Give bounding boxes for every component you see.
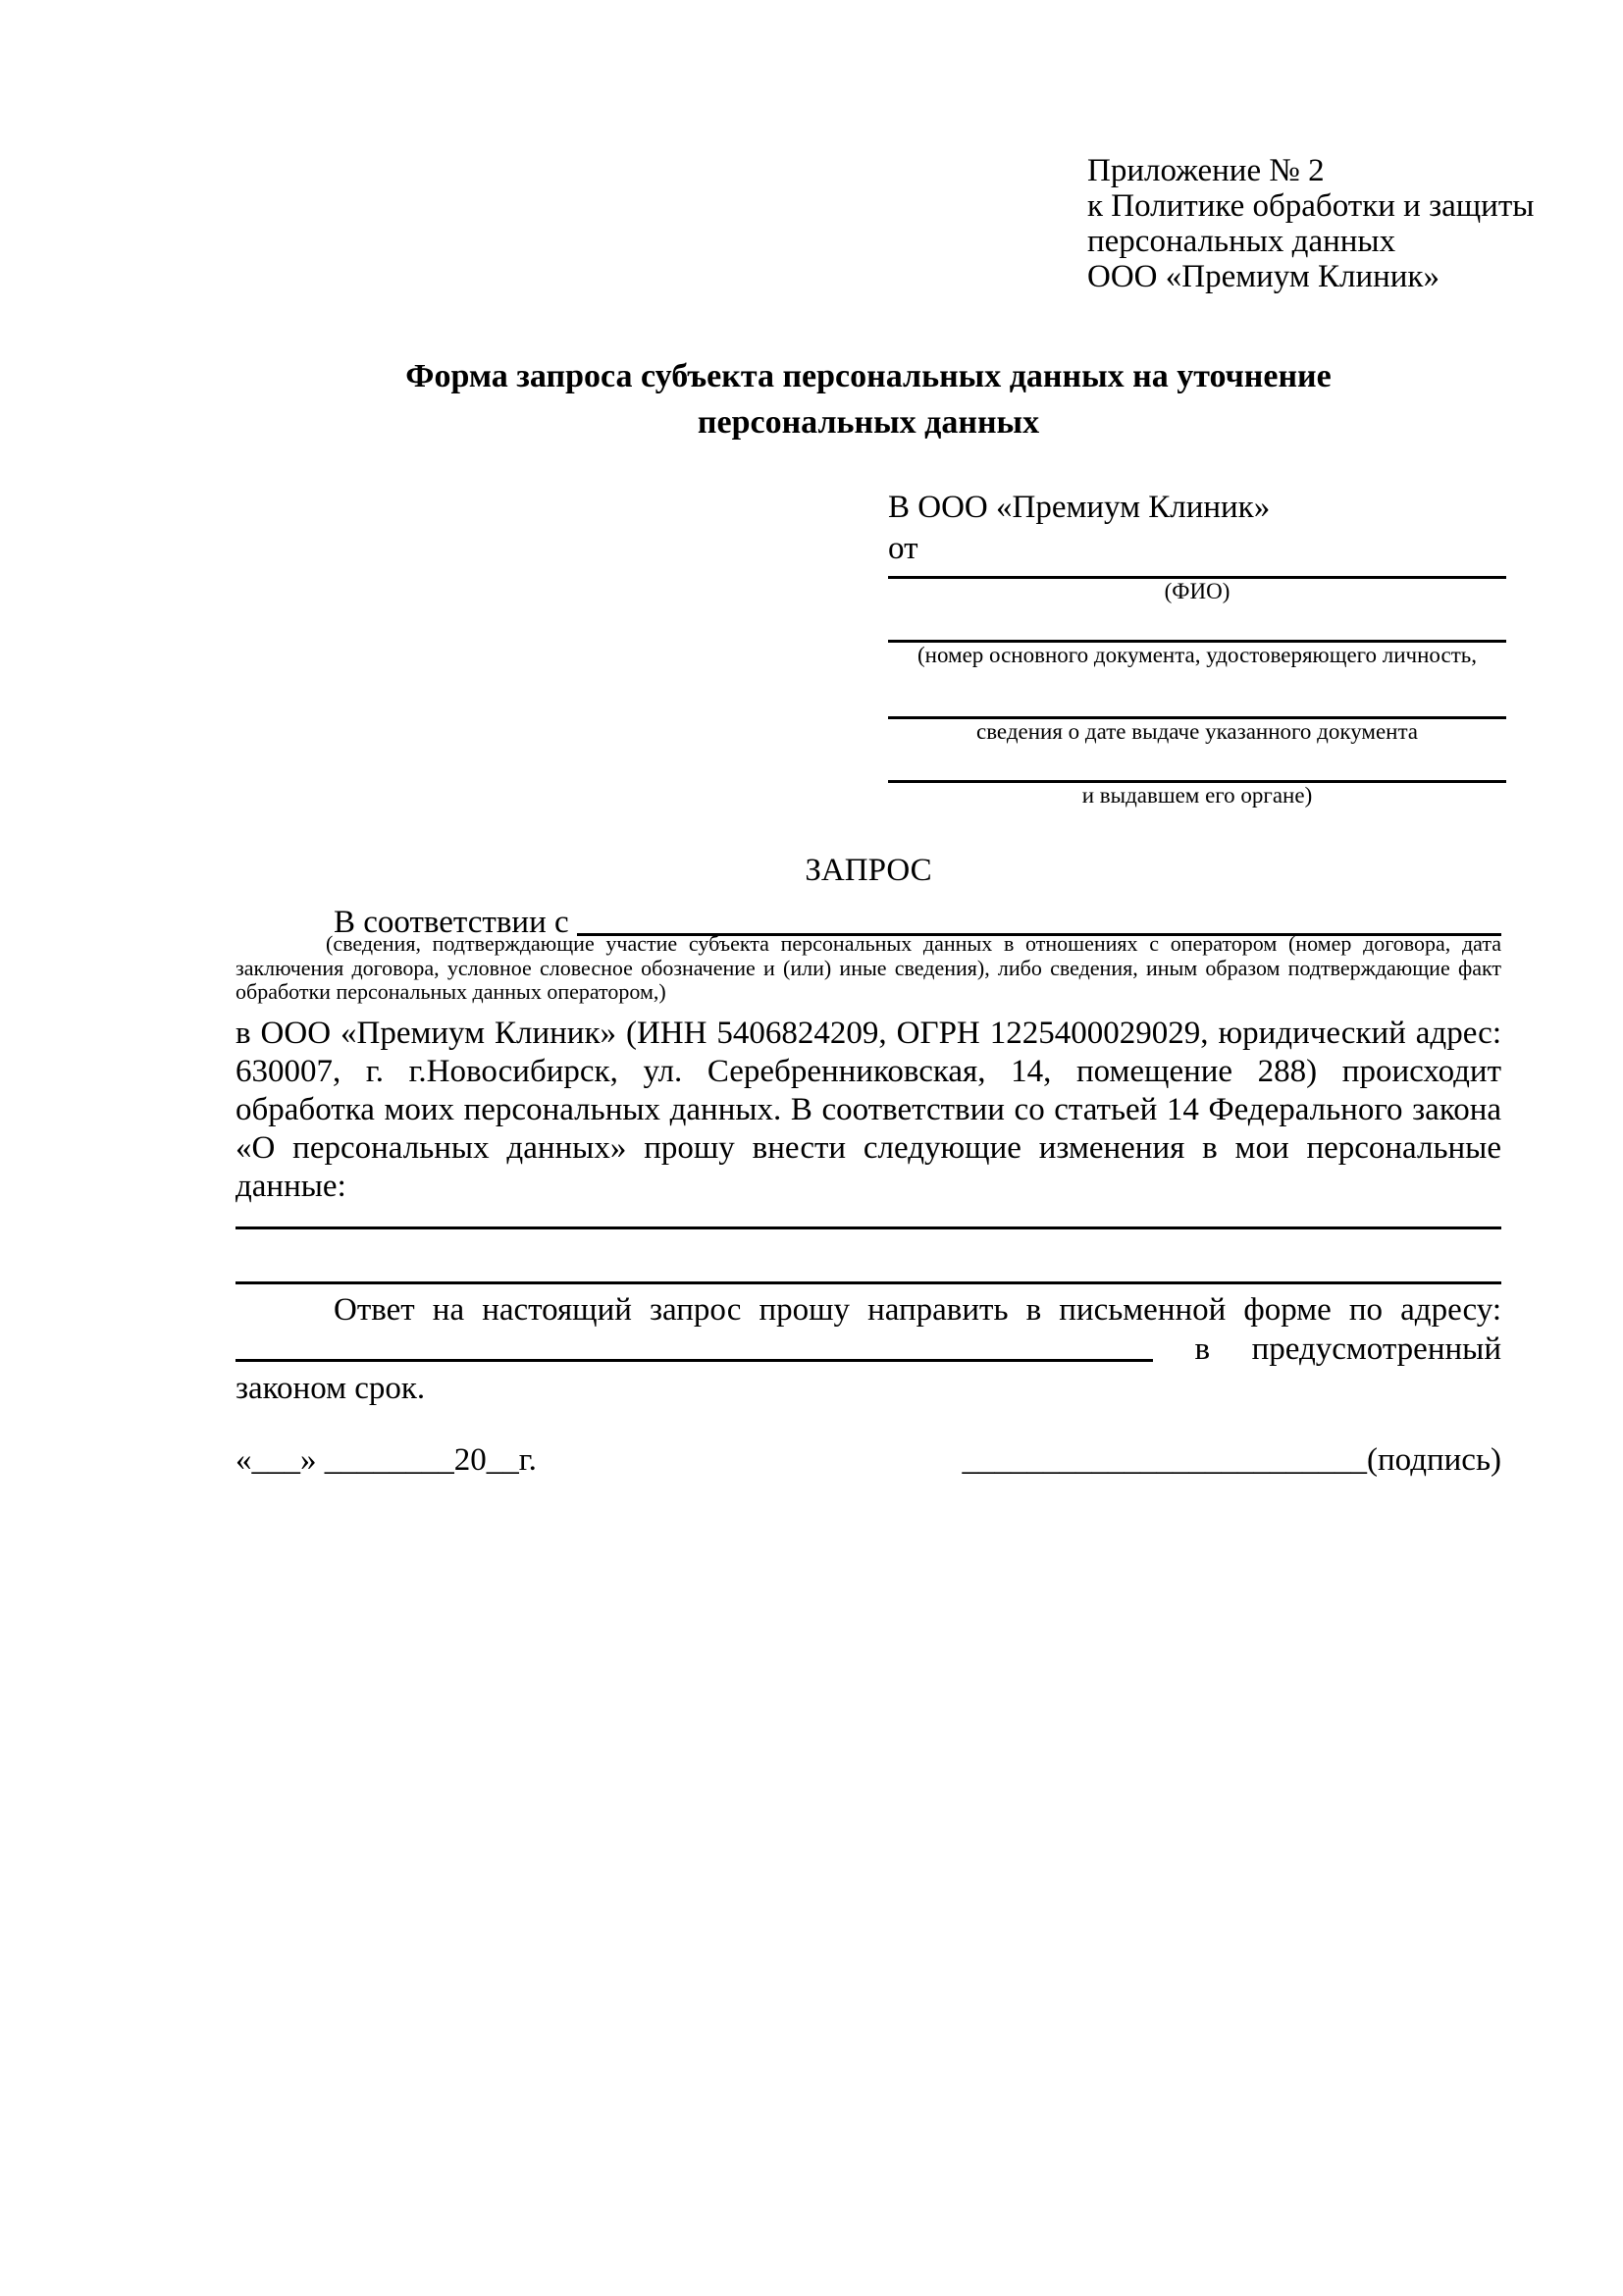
response-word: предусмотренный — [1251, 1331, 1501, 1367]
response-line: Ответ на настоящий запрос прошу направить в письменной форме по адресу: — [334, 1292, 1501, 1328]
appendix-line: ООО «Премиум Клиник» — [1087, 259, 1440, 294]
signature-date-row — [236, 1440, 1501, 1480]
appendix-line: персональных данных — [1087, 224, 1396, 259]
response-word: в — [1194, 1331, 1211, 1367]
document-title-line: Форма запроса субъекта персональных данных на уточнение — [405, 358, 1332, 394]
body-paragraph: в ООО «Премиум Клиник» (ИНН 5406824209, ОГРН 1225400029029, юридический адрес: 630007, г. г.Новосибирск, ул. Серебренниковская, 14, помещение 288) происходит обработка моих персональных данных. В соответствии со статьей 14 Федерального закона «О персональных данных» прошу внести следующие изменения в мои персональные данные: — [236, 1016, 1501, 1204]
signature-field — [963, 1440, 1502, 1480]
signature-caption: (подпись) — [1367, 1442, 1501, 1478]
fio-caption: (ФИО) — [1164, 579, 1230, 603]
date-field: «___» ________20__г. — [236, 1442, 537, 1478]
address-blank-line — [236, 1330, 1153, 1362]
document-title — [236, 353, 1501, 445]
response-paragraph — [236, 1290, 1501, 1408]
appendix-block — [1087, 153, 1534, 294]
appendix-line: Приложение № 2 — [1087, 153, 1325, 188]
document-issuer-caption: и выдавшем его органе) — [1081, 783, 1313, 808]
signature-blank-line: _________________________ — [962, 1442, 1367, 1478]
addressee-block — [888, 487, 1506, 809]
appendix-line: к Политике обработки и защиты — [1087, 188, 1535, 224]
document-issue-date-caption: сведения о дате выдаче указанного документа — [975, 719, 1419, 744]
addressee-from-label: от — [888, 531, 918, 566]
addressee-to: В ООО «Премиум Клиник» — [888, 490, 1271, 525]
request-heading: ЗАПРОС — [805, 853, 932, 888]
changes-blank-line — [236, 1226, 1501, 1229]
response-closing: законом срок. — [236, 1371, 426, 1406]
fine-print-note: (сведения, подтверждающие участие субъекта персональных данных в отношениях с оператором (номер договора, дата заключения договора, условное словесное обозначение и (или) иные сведения), либо сведения, иным образом подтверждающие факт обработки персональных данных оператором,) — [236, 931, 1501, 1004]
request-lead-text: В соответствии с — [334, 905, 577, 940]
document-title-line: персональных данных — [697, 404, 1040, 441]
document-number-caption: (номер основного документа, удостоверяющего личность, — [916, 643, 1477, 667]
changes-blank-line — [236, 1281, 1501, 1284]
response-address-row — [236, 1330, 1501, 1369]
